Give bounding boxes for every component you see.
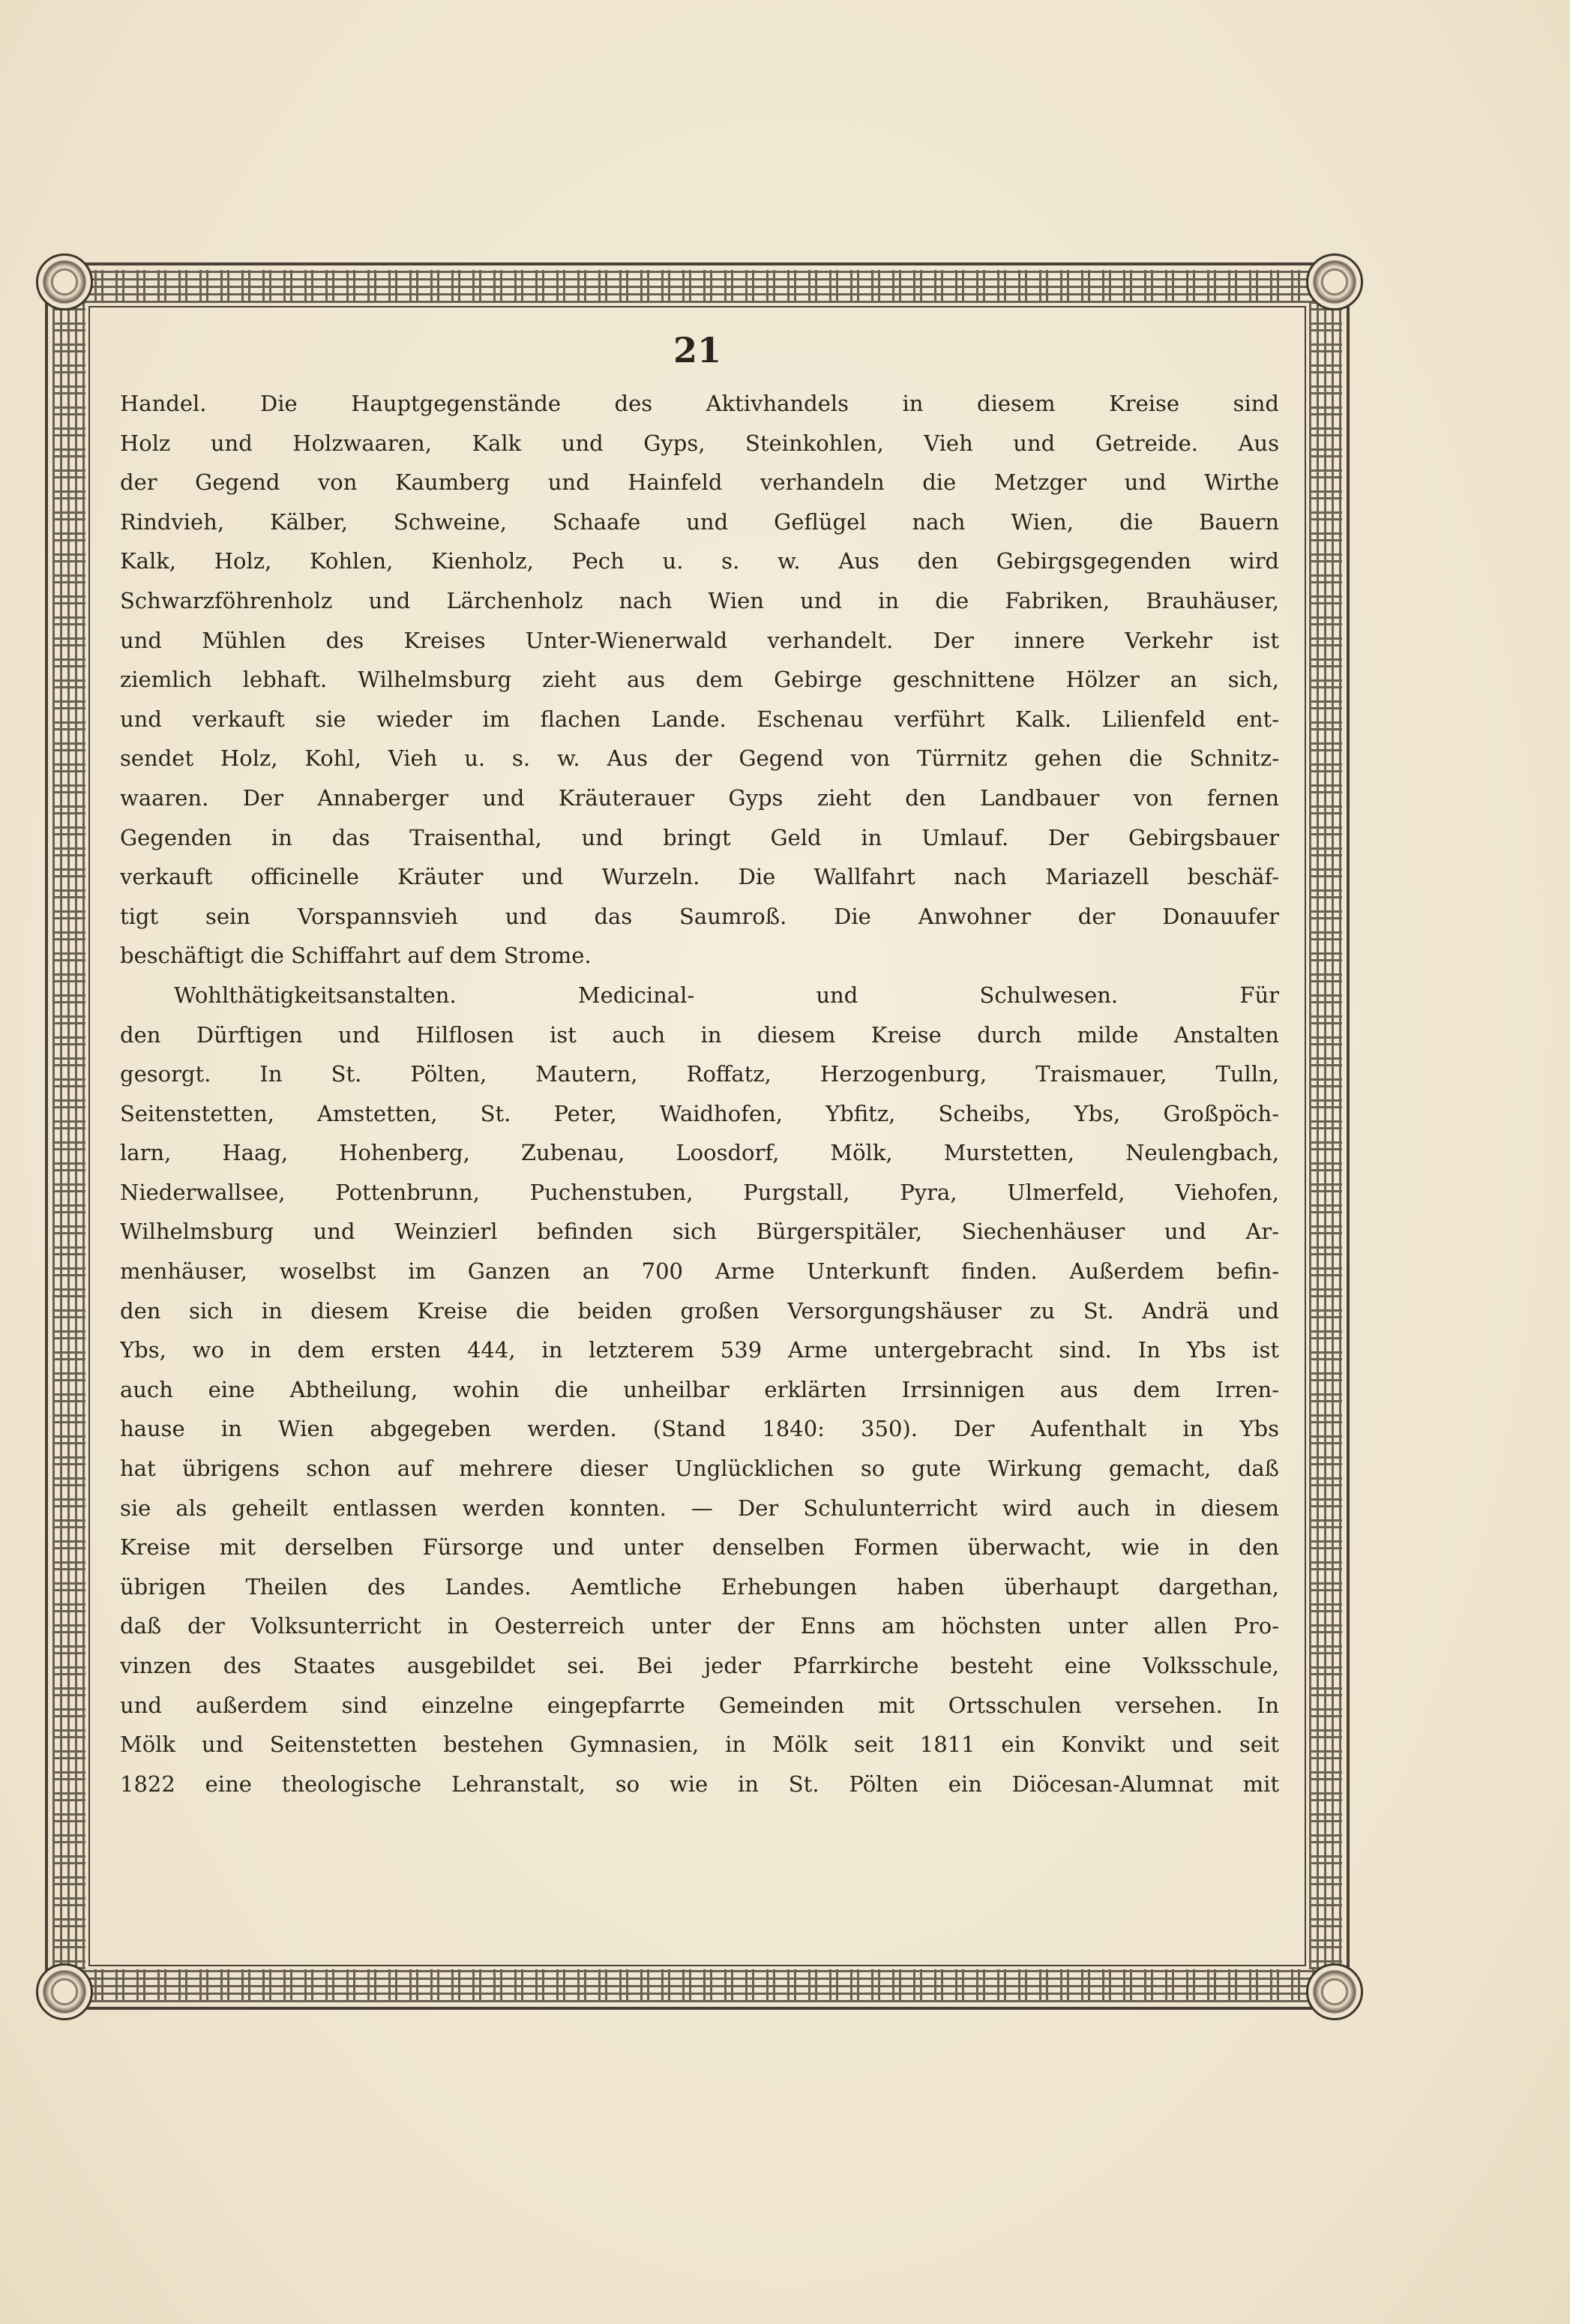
text-line: und verkauft sie wieder im flachen Lande. Eschenau verführt Kalk. Lilienfeld ent-: [120, 706, 1279, 732]
text-line: sendet Holz, Kohl, Vieh u. s. w. Aus der Gegend von Türrnitz gehen die Schnitz-: [120, 745, 1279, 772]
text-line: hause in Wien abgegeben werden. (Stand 1840: 350). Der Aufenthalt in Ybs: [120, 1416, 1279, 1442]
text-line: 1822 eine theologische Lehranstalt, so wie in St. Pölten ein Diöcesan-Alumnat mit: [120, 1771, 1279, 1797]
text-line: menhäuser, woselbst im Ganzen an 700 Arme Unterkunft finden. Außerdem befin-: [120, 1258, 1279, 1285]
text-line: der Gegend von Kaumberg und Hainfeld verhandeln die Metzger und Wirthe: [120, 469, 1279, 496]
page-number: 21: [673, 330, 721, 370]
text-line: Handel. Die Hauptgegenstände des Aktivhandels in diesem Kreise sind: [120, 391, 1279, 416]
text-line: Holz und Holzwaaren, Kalk und Gyps, Steinkohlen, Vieh und Getreide. Aus: [120, 430, 1279, 456]
text-line: Kalk, Holz, Kohlen, Kienholz, Pech u. s. w. Aus den Gebirgsgegenden wird: [120, 548, 1279, 574]
text-line: hat übrigens schon auf mehrere dieser Unglücklichen so gute Wirkung gemacht, daß: [120, 1456, 1279, 1482]
text-line: vinzen des Staates ausgebildet sei. Bei jeder Pfarrkirche besteht eine Volksschule,: [120, 1653, 1279, 1678]
corner-ornament-icon: [36, 253, 93, 310]
corner-ornament-icon: [1306, 1963, 1363, 2020]
text-line: beschäftigt die Schiffahrt auf dem Strome.: [120, 943, 592, 969]
text-line: auch eine Abtheilung, wohin die unheilbar erklärten Irrsinnigen aus dem Irren-: [120, 1376, 1279, 1402]
text-line: Gegenden in das Traisenthal, und bringt Geld in Umlauf. Der Gebirgsbauer: [120, 824, 1279, 850]
text-line: übrigen Theilen des Landes. Aemtliche Erhebungen haben überhaupt dargethan,: [120, 1573, 1279, 1600]
text-line: Schwarzföhrenholz und Lärchenholz nach Wien und in die Fabriken, Brauhäuser,: [120, 587, 1279, 613]
text-line: und außerdem sind einzelne eingepfarrte Gemeinden mit Ortsschulen versehen. In: [120, 1692, 1279, 1718]
text-line: waaren. Der Annaberger und Kräuterauer Gyps zieht den Landbauer von fernen: [120, 784, 1279, 811]
text-line: gesorgt. In St. Pölten, Mautern, Roffatz, Herzogenburg, Traismauer, Tulln,: [120, 1061, 1279, 1087]
text-line: Wilhelmsburg und Weinzierl befinden sich Bürgerspitäler, Siechenhäuser und Ar-: [120, 1219, 1279, 1245]
corner-ornament-icon: [36, 1963, 93, 2020]
text-line: Mölk und Seitenstetten bestehen Gymnasien, in Mölk seit 1811 ein Konvikt und seit: [120, 1732, 1279, 1758]
text-line: verkauft officinelle Kräuter und Wurzeln. Die Wallfahrt nach Mariazell beschäf-: [120, 864, 1279, 890]
text-line: Niederwallsee, Pottenbrunn, Puchenstuben, Purgstall, Pyra, Ulmerfeld, Viehofen,: [120, 1179, 1279, 1205]
text-line: larn, Haag, Hohenberg, Zubenau, Loosdorf, Mölk, Murstetten, Neulengbach,: [120, 1140, 1279, 1166]
border-band-bottom: [52, 1969, 1342, 2002]
border-band-left: [52, 303, 85, 1969]
text-line: den Dürftigen und Hilflosen ist auch in diesem Kreise durch milde Anstalten: [120, 1021, 1279, 1048]
text-line: den sich in diesem Kreise die beiden großen Versorgungshäuser zu St. Andrä und: [120, 1297, 1279, 1324]
text-line: Rindvieh, Kälber, Schweine, Schaafe und Geflügel nach Wien, die Bauern: [120, 508, 1279, 535]
text-line: daß der Volksunterricht in Oesterreich unter der Enns am höchsten unter allen Pro-: [120, 1613, 1279, 1639]
text-line: Kreise mit derselben Fürsorge und unter denselben Formen überwacht, wie in den: [120, 1534, 1279, 1561]
section-heading-line: Wohlthätigkeitsanstalten. Medicinal- und Schulwesen. Für: [174, 982, 1279, 1008]
text-line: tigt sein Vorspannsvieh und das Saumroß. Die Anwohner der Donauufer: [120, 903, 1279, 929]
text-line: und Mühlen des Kreises Unter-Wienerwald verhandelt. Der innere Verkehr ist: [120, 627, 1279, 653]
body-text: [120, 384, 1279, 1804]
corner-ornament-icon: [1306, 253, 1363, 310]
text-line: ziemlich lebhaft. Wilhelmsburg zieht aus dem Gebirge geschnittene Hölzer an sich,: [120, 667, 1279, 693]
border-band-top: [52, 270, 1342, 303]
text-line: Seitenstetten, Amstetten, St. Peter, Waidhofen, Ybfitz, Scheibs, Ybs, Großpöch-: [120, 1100, 1279, 1126]
text-line: sie als geheilt entlassen werden konnten. — Der Schulunterricht wird auch in diesem: [120, 1495, 1279, 1521]
text-line: Ybs, wo in dem ersten 444, in letzterem 539 Arme untergebracht sind. In Ybs ist: [120, 1337, 1279, 1363]
border-band-right: [1309, 303, 1342, 1969]
